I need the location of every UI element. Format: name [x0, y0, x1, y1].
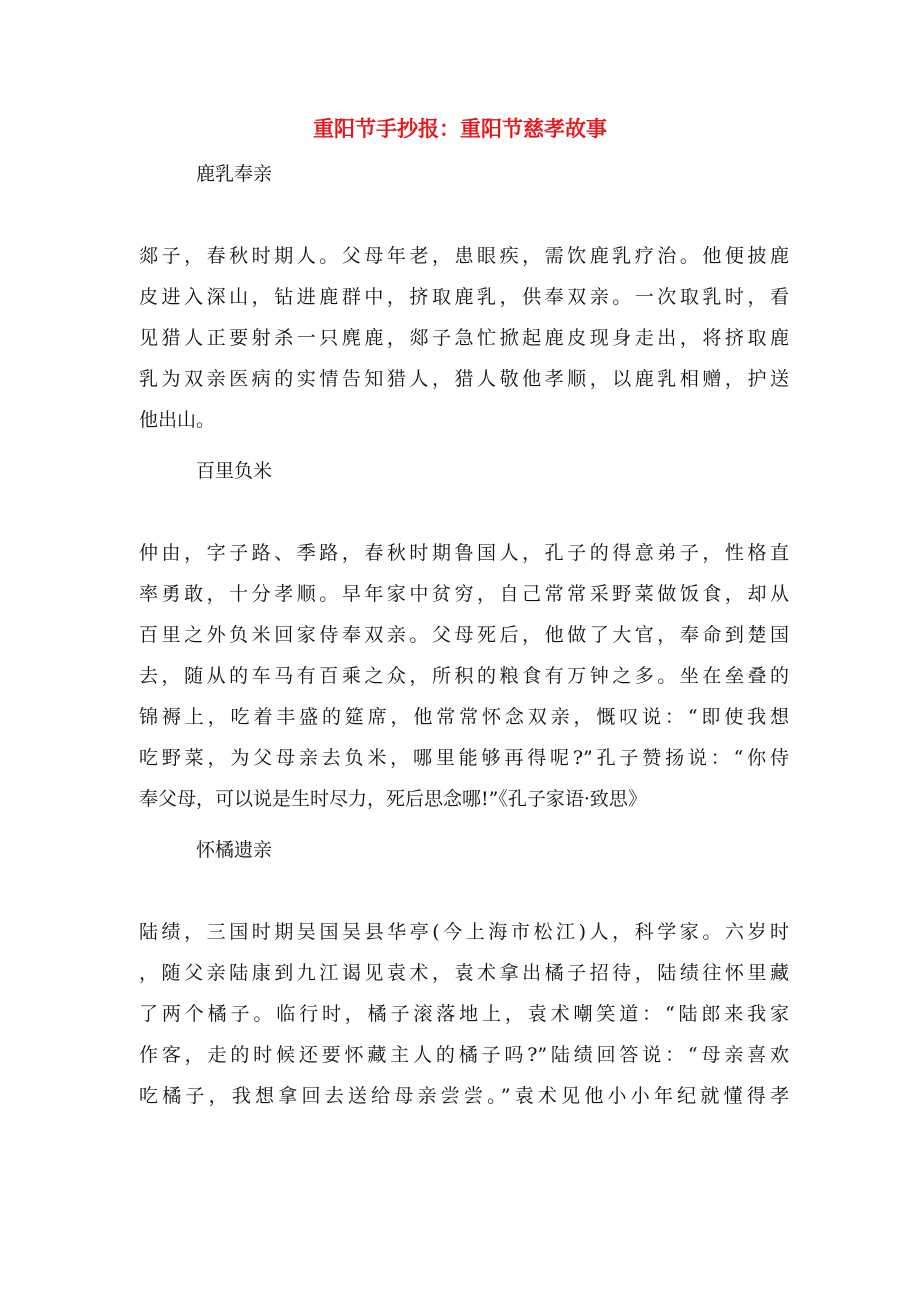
paragraph-line: 奉父母，可以说是生时尽力，死后思念哪!”《孔子家语·致思》: [139, 788, 647, 810]
paragraph-line: 作客，走的时候还要怀藏主人的橘子吗?”陆绩回答说：“母亲喜欢: [139, 1044, 789, 1066]
paragraph-line: 百里之外负米回家侍奉双亲。父母死后，他做了大官，奉命到楚国: [139, 624, 789, 646]
section-heading-bai-li-fu-mi: 百里负米: [196, 460, 273, 482]
paragraph-line: 郯子，春秋时期人。父母年老，患眼疾，需饮鹿乳疗治。他便披鹿: [139, 245, 789, 267]
paragraph-line: 率勇敢，十分孝顺。早年家中贫穷，自己常常采野菜做饭食，却从: [139, 583, 789, 605]
paragraph-line: 了两个橘子。临行时，橘子滚落地上，袁术嘲笑道：“陆郎来我家: [139, 1003, 789, 1025]
section-heading-lu-ru-feng-qin: 鹿乳奉亲: [196, 163, 273, 185]
paragraph-line: 仲由，字子路、季路，春秋时期鲁国人，孔子的得意弟子，性格直: [139, 542, 789, 564]
paragraph-line: 锦褥上，吃着丰盛的筵席，他常常怀念双亲，慨叹说：“即使我想: [139, 706, 789, 728]
document-title: 重阳节手抄报：重阳节慈孝故事: [313, 116, 607, 141]
paragraph-line: 见猎人正要射杀一只麂鹿，郯子急忙掀起鹿皮现身走出，将挤取鹿: [139, 327, 789, 349]
paragraph-line: 皮进入深山，钻进鹿群中，挤取鹿乳，供奉双亲。一次取乳时，看: [139, 286, 789, 308]
paragraph-line: 乳为双亲医病的实情告知猎人，猎人敬他孝顺，以鹿乳相赠，护送: [139, 368, 789, 390]
paragraph-line: 他出山。: [139, 409, 216, 431]
section-body-huai-ju-yi-qin: [139, 912, 789, 1117]
section-body-lu-ru-feng-qin: [139, 236, 789, 441]
paragraph-line: 吃野菜，为父母亲去负米，哪里能够再得呢?”孔子赞扬说：“你侍: [139, 747, 789, 769]
section-body-bai-li-fu-mi: [139, 533, 789, 820]
paragraph-line: 去，随从的车马有百乘之众，所积的粮食有万钟之多。坐在垒叠的: [139, 665, 789, 687]
paragraph-line: 陆绩，三国时期吴国吴县华亭(今上海市松江)人，科学家。六岁时: [139, 921, 789, 943]
section-heading-huai-ju-yi-qin: 怀橘遗亲: [196, 839, 273, 861]
paragraph-line: 吃橘子，我想拿回去送给母亲尝尝。”袁术见他小小年纪就懂得孝: [139, 1085, 789, 1107]
paragraph-line: ，随父亲陆康到九江谒见袁术，袁术拿出橘子招待，陆绩往怀里藏: [139, 962, 789, 984]
